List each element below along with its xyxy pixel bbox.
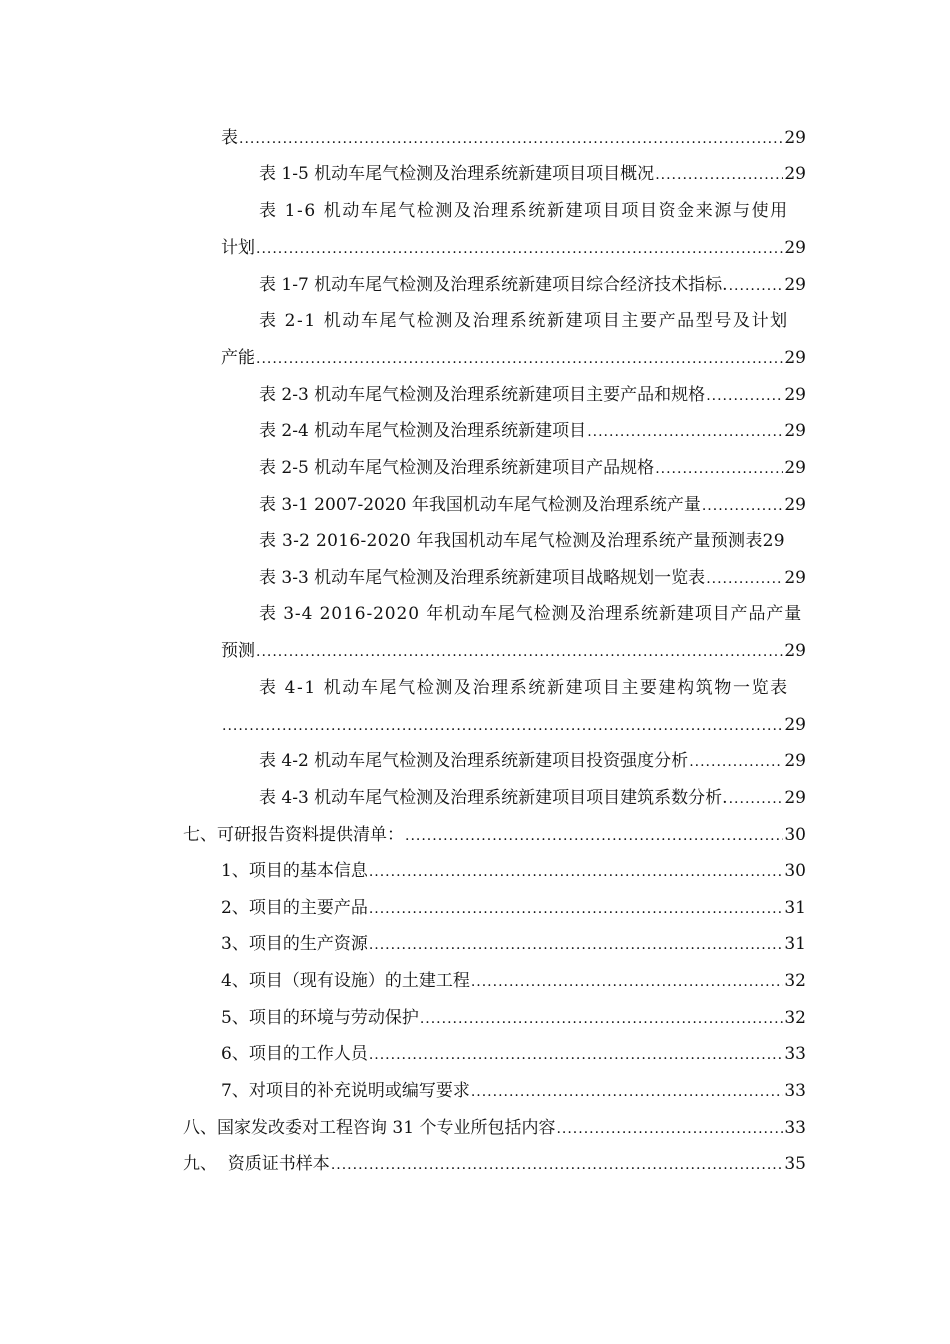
toc-entry-page: 30 [784, 825, 806, 845]
toc-entry-title: 7、对项目的补充说明或编写要求 [221, 1081, 470, 1101]
dot-leader [369, 858, 784, 886]
toc-entry-title: 表 3-1 2007-2020 年我国机动车尾气检测及治理系统产量 [259, 495, 701, 515]
toc-entry-title: 表 [221, 128, 238, 148]
toc-entry-page: 29 [784, 495, 806, 515]
toc-entry-title: 表 1-6 机动车尾气检测及治理系统新建项目项目资金来源与使用 [259, 201, 789, 221]
toc-entry-page: 35 [784, 1154, 806, 1174]
toc-entry-title: 表 2-3 机动车尾气检测及治理系统新建项目主要产品和规格 [259, 385, 706, 405]
toc-entry[interactable] [259, 784, 806, 812]
toc-entry-page: 29 [784, 641, 806, 661]
toc-entry[interactable] [259, 454, 806, 482]
toc-entry-page: 33 [784, 1081, 806, 1101]
toc-entry-title: 表 4-3 机动车尾气检测及治理系统新建项目项目建筑系数分析. [259, 788, 728, 808]
toc-entry-continuation[interactable] [221, 344, 806, 372]
dot-leader [256, 345, 783, 373]
toc-section-title: 九、 资质证书样本 [183, 1154, 330, 1174]
dot-leader [471, 1078, 784, 1106]
toc-entry-title: 3、项目的生产资源 [221, 934, 368, 954]
toc-entry[interactable] [221, 894, 806, 922]
toc-entry-page: 29 [784, 458, 806, 478]
toc-entry-page: 29 [784, 715, 806, 735]
toc-entry-page: 33 [784, 1044, 806, 1064]
toc-entry-page: 29 [784, 238, 806, 258]
toc-entry[interactable] [221, 1004, 806, 1032]
toc-entry-title: 表 3-4 2016-2020 年机动车尾气检测及治理系统新建项目产品产量 [259, 604, 803, 624]
dot-leader [729, 785, 784, 813]
toc-entry[interactable] [259, 307, 806, 335]
toc-entry-continuation[interactable] [221, 234, 806, 262]
dot-leader [256, 638, 783, 666]
toc-entry-title: 产能 [221, 348, 255, 368]
toc-entry[interactable] [259, 197, 806, 225]
toc-entry[interactable] [259, 564, 806, 592]
toc-entry[interactable] [259, 600, 806, 628]
toc-entry-title: 表 3-2 2016-2020 年我国机动车尾气检测及治理系统产量预测表29 [259, 531, 785, 551]
dot-leader [706, 565, 783, 593]
toc-section-title: 七、可研报告资料提供清单： [183, 825, 404, 845]
dot-leader [369, 1041, 784, 1069]
dot-leader [222, 712, 783, 740]
dot-leader [587, 418, 783, 446]
toc-entry-page: 29 [784, 568, 806, 588]
dot-leader [369, 895, 784, 923]
toc-entry-page: 33 [784, 1118, 806, 1138]
dot-leader [556, 1115, 783, 1143]
toc-entry-page: 32 [784, 971, 806, 991]
toc-entry-title: 表 2-1 机动车尾气检测及治理系统新建项目主要产品型号及计划 [259, 311, 789, 331]
dot-leader [689, 748, 783, 776]
dot-leader [471, 968, 784, 996]
dot-leader [706, 382, 783, 410]
dot-leader [256, 235, 783, 263]
toc-entry-page: 29 [784, 275, 806, 295]
toc-entry-page: 29 [784, 164, 806, 184]
toc-entry[interactable] [259, 527, 806, 555]
toc-entry-page: 29 [784, 751, 806, 771]
dot-leader [405, 822, 783, 850]
toc-entry[interactable] [259, 747, 806, 775]
toc-entry-title: 表 2-4 机动车尾气检测及治理系统新建项目 [259, 421, 587, 441]
toc-entry-title: 2、项目的主要产品 [221, 898, 368, 918]
toc-entry[interactable] [221, 1077, 806, 1105]
toc-entry-page: 31 [784, 898, 806, 918]
toc-entry[interactable] [221, 124, 806, 152]
toc-entry[interactable] [259, 491, 806, 519]
toc-entry[interactable] [259, 381, 806, 409]
toc-entry-title: 1、项目的基本信息 [221, 861, 368, 881]
toc-entry[interactable] [221, 1040, 806, 1068]
toc-entry[interactable] [221, 930, 806, 958]
toc-entry-title: 6、项目的工作人员 [221, 1044, 368, 1064]
toc-entry[interactable] [259, 417, 806, 445]
toc-entry-title: 表 4-1 机动车尾气检测及治理系统新建项目主要建构筑物一览表 [259, 678, 789, 698]
toc-entry[interactable] [221, 857, 806, 885]
dot-leader [239, 125, 783, 153]
dot-leader [729, 272, 784, 300]
toc-section[interactable] [183, 1114, 806, 1142]
toc-entry-title: 表 2-5 机动车尾气检测及治理系统新建项目产品规格 [259, 458, 655, 478]
toc-entry-continuation[interactable] [221, 711, 806, 739]
toc-entry-page: 31 [784, 934, 806, 954]
toc-entry-page: 29 [784, 788, 806, 808]
dot-leader [702, 492, 784, 520]
toc-entry-page: 29 [784, 348, 806, 368]
toc-entry-title: 表 4-2 机动车尾气检测及治理系统新建项目投资强度分析 [259, 751, 689, 771]
toc-entry-page: 29 [784, 128, 806, 148]
toc-entry-title: 计划 [221, 238, 255, 258]
dot-leader [655, 455, 783, 483]
dot-leader [331, 1151, 784, 1179]
toc-entry-title: 4、项目（现有设施）的土建工程 [221, 971, 470, 991]
toc-section[interactable] [183, 1150, 806, 1178]
toc-section-title: 八、国家发改委对工程咨询 31 个专业所包括内容 [183, 1118, 556, 1138]
toc-entry-continuation[interactable] [221, 637, 806, 665]
toc-entry[interactable] [259, 271, 806, 299]
toc-entry-title: 表 1-5 机动车尾气检测及治理系统新建项目项目概况 [259, 164, 655, 184]
toc-entry-title: 5、项目的环境与劳动保护 [221, 1008, 419, 1028]
toc-entry[interactable] [259, 160, 806, 188]
toc-entry[interactable] [259, 674, 806, 702]
toc-entry-title: 表 3-3 机动车尾气检测及治理系统新建项目战略规划一览表 [259, 568, 706, 588]
dot-leader [369, 931, 784, 959]
toc-entry-title: 预测 [221, 641, 255, 661]
dot-leader [655, 161, 783, 189]
toc-entry-page: 29 [784, 421, 806, 441]
toc-entry-page: 32 [784, 1008, 806, 1028]
toc-entry-title: 表 1-7 机动车尾气检测及治理系统新建项目综合经济技术指标. [259, 275, 728, 295]
dot-leader [420, 1005, 784, 1033]
toc-entry[interactable] [221, 967, 806, 995]
toc-section[interactable] [183, 821, 806, 849]
toc-entry-page: 29 [784, 385, 806, 405]
toc-entry-page: 30 [784, 861, 806, 881]
